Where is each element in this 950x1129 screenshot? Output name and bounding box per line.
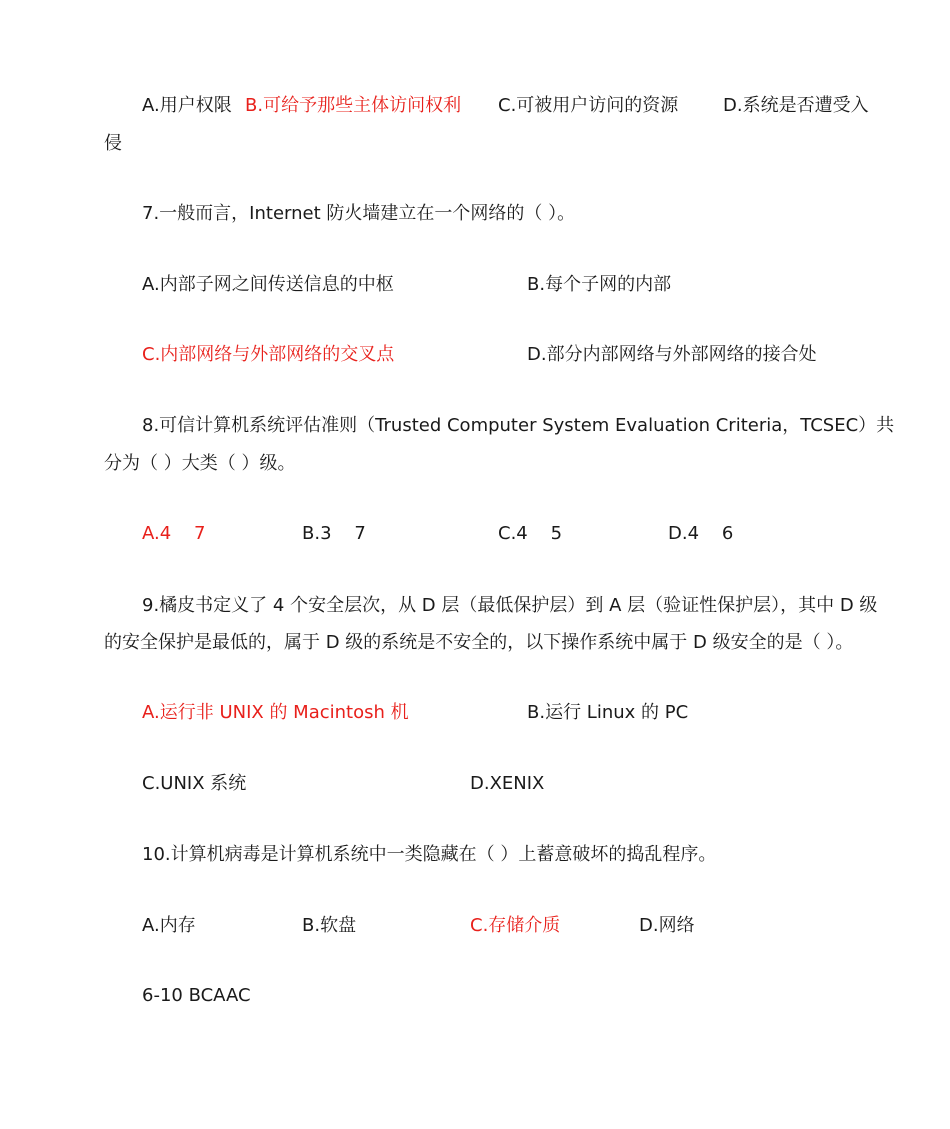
answer-key: 6-10 BCAAC <box>142 985 251 1006</box>
q10-stem: 10.计算机病毒是计算机系统中一类隐藏在（ ）上蓄意破坏的捣乱程序。 <box>142 844 717 865</box>
q8-stem-line1: 8.可信计算机系统评估准则（Trusted Computer System Evaluation Criteria，TCSEC）共 <box>142 415 895 436</box>
q6-option-b: B.可给予那些主体访问权利 <box>245 95 462 116</box>
q8-option-a: A.4 7 <box>142 523 206 544</box>
q7-option-d: D.部分内部网络与外部网络的接合处 <box>527 344 817 365</box>
q6-option-a: A.用户权限 <box>142 95 232 116</box>
q8-option-c: C.4 5 <box>498 523 563 544</box>
q9-option-a: A.运行非 UNIX 的 Macintosh 机 <box>142 702 409 723</box>
q10-option-b: B.软盘 <box>302 915 357 936</box>
q9-option-d: D.XENIX <box>470 773 545 794</box>
q9-stem-line2: 的安全保护是最低的，属于 D 级的系统是不安全的，以下操作系统中属于 D 级安全的是（ ）。 <box>104 632 854 653</box>
q7-stem: 7.一般而言，Internet 防火墙建立在一个网络的（ ）。 <box>142 203 576 224</box>
q7-option-a: A.内部子网之间传送信息的中枢 <box>142 274 394 295</box>
q9-stem-line1: 9.橘皮书定义了 4 个安全层次，从 D 层（最低保护层）到 A 层（验证性保护层），其中 D 级 <box>142 595 878 616</box>
q9-option-b: B.运行 Linux 的 PC <box>527 702 689 723</box>
q7-option-c: C.内部网络与外部网络的交叉点 <box>142 344 395 365</box>
q8-option-d: D.4 6 <box>668 523 734 544</box>
q8-stem-line2: 分为（ ）大类（ ）级。 <box>104 453 296 474</box>
q6-option-d-continuation: 侵 <box>104 133 122 154</box>
q6-option-d: D.系统是否遭受入 <box>723 95 869 116</box>
q8-option-b: B.3 7 <box>302 523 366 544</box>
q10-option-d: D.网络 <box>639 915 695 936</box>
q10-option-a: A.内存 <box>142 915 196 936</box>
q10-option-c: C.存储介质 <box>470 915 561 936</box>
q9-option-c: C.UNIX 系统 <box>142 773 247 794</box>
q7-option-b: B.每个子网的内部 <box>527 274 672 295</box>
q6-option-c: C.可被用户访问的资源 <box>498 95 679 116</box>
